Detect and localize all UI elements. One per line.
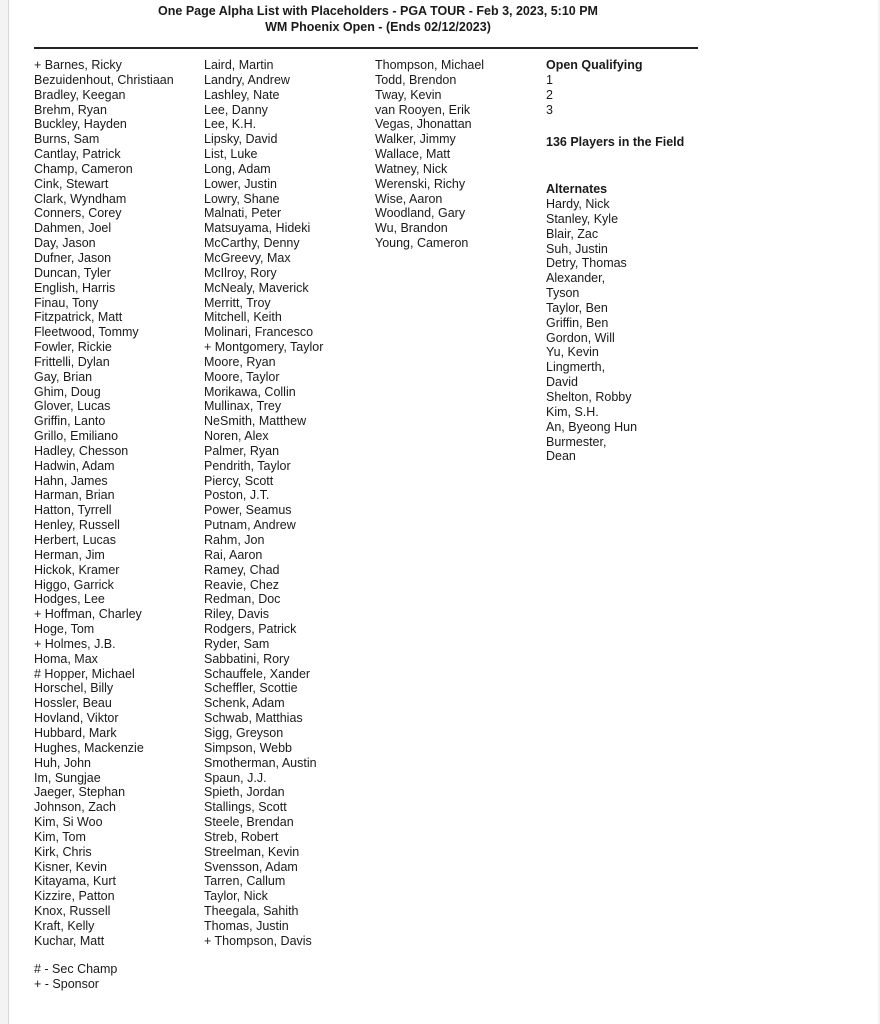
player-name: Ryder, Sam [204,636,270,651]
player-name: Im, Sungjae [34,770,101,785]
player-name: Power, Seamus [204,503,292,518]
player-name: Ghim, Doug [34,384,101,399]
tournament-subtitle: WM Phoenix Open - (Ends 02/12/2023) [265,20,491,34]
player-name: Horschel, Billy [34,681,114,696]
player-name: Werenski, Richy [375,176,466,191]
player-name: Lipsky, David [204,132,278,147]
player-name: Matsuyama, Hideki [204,221,311,236]
player-name: Mitchell, Keith [204,310,282,325]
alternate-name: Lingmerth, [546,360,606,375]
player-name: NeSmith, Matthew [204,414,307,429]
player-name: + Montgomery, Taylor [204,340,324,355]
player-name: Hatton, Tyrrell [34,503,112,518]
open-qualifying-heading: Open Qualifying [546,58,643,72]
alternate-name: Gordon, Will [546,330,615,345]
alternate-name: Taylor, Ben [546,300,608,315]
player-name: Steele, Brendan [204,815,294,830]
player-name: Rodgers, Patrick [204,622,297,637]
player-name: Rahm, Jon [204,533,265,547]
player-name: Lowry, Shane [204,191,280,206]
player-name: Finau, Tony [34,295,99,310]
player-name: Cantlay, Patrick [34,147,121,162]
player-name: Harman, Brian [34,488,115,503]
player-name: Kraft, Kelly [34,918,95,933]
player-name: Herbert, Lucas [34,533,116,547]
alternate-name: Tyson [546,286,580,301]
player-name: Kisner, Kevin [34,859,107,874]
player-name: Bezuidenhout, Christiaan [34,72,174,87]
player-name: Griffin, Lanto [34,414,106,429]
player-name: Dahmen, Joel [34,221,112,236]
player-name: Schwab, Matthias [204,711,303,726]
player-name: Walker, Jimmy [375,132,456,147]
player-name: Theegala, Sahith [204,904,299,919]
header-rule [34,47,698,49]
player-name: Wu, Brandon [375,221,448,236]
alternate-name: Yu, Kevin [546,345,599,360]
player-name: van Rooyen, Erik [375,102,471,117]
player-name: Lee, K.H. [204,117,257,132]
player-name: Higgo, Garrick [34,577,114,592]
player-name: Fitzpatrick, Matt [34,310,123,325]
player-name: Tway, Kevin [375,87,442,102]
alternate-name: Alexander, [546,271,606,286]
legend-sponsor: + - Sponsor [34,976,99,991]
player-name: Molinari, Francesco [204,325,314,340]
player-name: Lower, Justin [204,176,277,191]
player-name: Sabbatini, Rory [204,651,290,666]
player-name: Knox, Russell [34,904,111,919]
player-name: Sigg, Greyson [204,725,284,740]
player-name: Reavie, Chez [204,577,280,592]
qualifying-slot: 2 [546,87,553,102]
player-name: Kirk, Chris [34,844,92,859]
player-name: + Barnes, Ricky [34,58,122,72]
alternates-section [546,182,686,464]
player-name: Conners, Corey [34,206,122,221]
player-name: Redman, Doc [204,592,281,607]
player-name: Riley, Davis [204,607,270,622]
player-name: Hodges, Lee [34,592,105,607]
player-name: Duncan, Tyler [34,265,111,280]
player-name: Schauffele, Xander [204,666,311,681]
alternate-name: An, Byeong Hun [546,419,638,434]
player-name: Hahn, James [34,473,108,488]
player-name: Henley, Russell [34,518,120,533]
alternates-list [546,197,686,464]
alternate-name: Detry, Thomas [546,256,627,271]
document-title: One Page Alpha List with Placeholders - PGA TOUR - Feb 3, 2023, 5:10 PM [158,4,598,18]
player-name: Brehm, Ryan [34,102,107,117]
player-name: Lashley, Nate [204,87,280,102]
alternates-heading: Alternates [546,182,608,196]
player-name: Putnam, Andrew [204,518,296,533]
players-column-3 [375,58,484,251]
player-name: Herman, Jim [34,547,105,562]
player-name: Tarren, Callum [204,874,286,889]
player-name: Dufner, Jason [34,250,112,265]
player-name: Woodland, Gary [375,206,466,221]
player-name: Todd, Brendon [375,72,457,87]
player-name: Mullinax, Trey [204,399,282,414]
alternate-name: Burmester, [546,434,607,449]
player-name: Kuchar, Matt [34,933,105,948]
player-name: Palmer, Ryan [204,443,280,458]
alternate-name: Stanley, Kyle [546,211,619,226]
player-name: Cink, Stewart [34,176,109,191]
player-name: Hadley, Chesson [34,443,129,458]
players-column-1 [34,58,174,949]
player-name: Pendrith, Taylor [204,458,291,473]
player-name: Buckley, Hayden [34,117,127,132]
player-name: Schenk, Adam [204,696,285,711]
alternate-name: Suh, Justin [546,241,608,256]
player-name: Malnati, Peter [204,206,282,221]
player-name: List, Luke [204,147,258,162]
player-name: English, Harris [34,280,116,295]
player-name: Moore, Ryan [204,354,276,369]
player-name: Poston, J.T. [204,488,270,503]
player-name: Kim, Tom [34,829,86,844]
player-name: Landry, Andrew [204,72,290,87]
player-name: Thomas, Justin [204,918,289,933]
player-name: Hovland, Viktor [34,711,119,726]
player-name: Streb, Robert [204,829,279,844]
field-count: 136 Players in the Field [546,135,685,149]
alternate-name: David [546,375,578,390]
player-name: Frittelli, Dylan [34,354,110,369]
player-name: Fowler, Rickie [34,340,112,355]
player-name: Wallace, Matt [375,147,451,162]
player-name: McGreevy, Max [204,250,291,265]
player-name: Thompson, Michael [375,58,485,72]
player-name: Wise, Aaron [375,191,443,206]
qualifying-slot: 1 [546,73,553,87]
player-name: Rai, Aaron [204,547,263,562]
player-name: Svensson, Adam [204,859,298,874]
player-name: + Hoffman, Charley [34,607,142,622]
player-name: Hoge, Tom [34,622,95,637]
player-name: Watney, Nick [375,161,448,176]
player-name: Fleetwood, Tommy [34,325,139,340]
player-name: Moore, Taylor [204,369,280,384]
player-name: Hickok, Kramer [34,562,120,577]
player-name: Simpson, Webb [204,740,293,755]
alternate-name: Kim, S.H. [546,404,599,419]
player-name: Kizzire, Patton [34,889,115,904]
player-name: Long, Adam [204,161,271,176]
player-name: Young, Cameron [375,236,469,251]
qualifying-slot: 3 [546,102,553,117]
player-name: Stallings, Scott [204,800,287,815]
players-column-2 [204,58,323,949]
player-name: Bradley, Keegan [34,87,126,102]
player-name: + Thompson, Davis [204,933,312,948]
player-name: Clark, Wyndham [34,191,127,206]
player-name: Taylor, Nick [204,889,268,904]
player-name: Jaeger, Stephan [34,785,126,800]
player-name: Glover, Lucas [34,399,111,414]
player-name: Champ, Cameron [34,161,133,176]
document-page [8,0,878,1024]
player-name: Piercy, Scott [204,473,274,488]
player-name: Scheffler, Scottie [204,681,298,696]
player-name: Day, Jason [34,236,96,251]
player-name: Hubbard, Mark [34,725,117,740]
legend [34,962,117,992]
player-name: McCarthy, Denny [204,236,300,251]
player-name: Laird, Martin [204,58,274,72]
alternate-name: Griffin, Ben [546,315,609,330]
player-name: Hughes, Mackenzie [34,740,144,755]
player-name: Johnson, Zach [34,800,116,815]
player-name: Spaun, J.J. [204,770,267,785]
player-name: + Holmes, J.B. [34,636,116,651]
player-name: Grillo, Emiliano [34,429,119,444]
alternate-name: Shelton, Robby [546,389,632,404]
player-name: Gay, Brian [34,369,93,384]
player-name: Homa, Max [34,651,98,666]
player-name: Lee, Danny [204,102,268,117]
player-name: Spieth, Jordan [204,785,285,800]
player-name: Hossler, Beau [34,696,112,711]
page-edge [8,0,9,1024]
player-name: McIlroy, Rory [204,265,277,280]
player-name: Noren, Alex [204,429,269,444]
player-name: Kitayama, Kurt [34,874,116,889]
alternate-name: Blair, Zac [546,226,599,241]
player-name: Ramey, Chad [204,562,280,577]
player-name: Kim, Si Woo [34,815,103,830]
player-name: Hadwin, Adam [34,458,115,473]
legend-sec-champ: # - Sec Champ [34,962,118,976]
open-qualifying-section [546,58,686,118]
player-name: Merritt, Troy [204,295,271,310]
player-name: Smotherman, Austin [204,755,317,770]
player-name: Huh, John [34,755,91,770]
player-name: McNealy, Maverick [204,280,309,295]
player-name: Vegas, Jhonattan [375,117,472,132]
player-name: Burns, Sam [34,132,100,147]
player-name: Streelman, Kevin [204,844,300,859]
alternate-name: Hardy, Nick [546,197,610,211]
alternate-name: Dean [546,449,576,464]
player-name: # Hopper, Michael [34,666,135,681]
player-name: Morikawa, Collin [204,384,296,399]
